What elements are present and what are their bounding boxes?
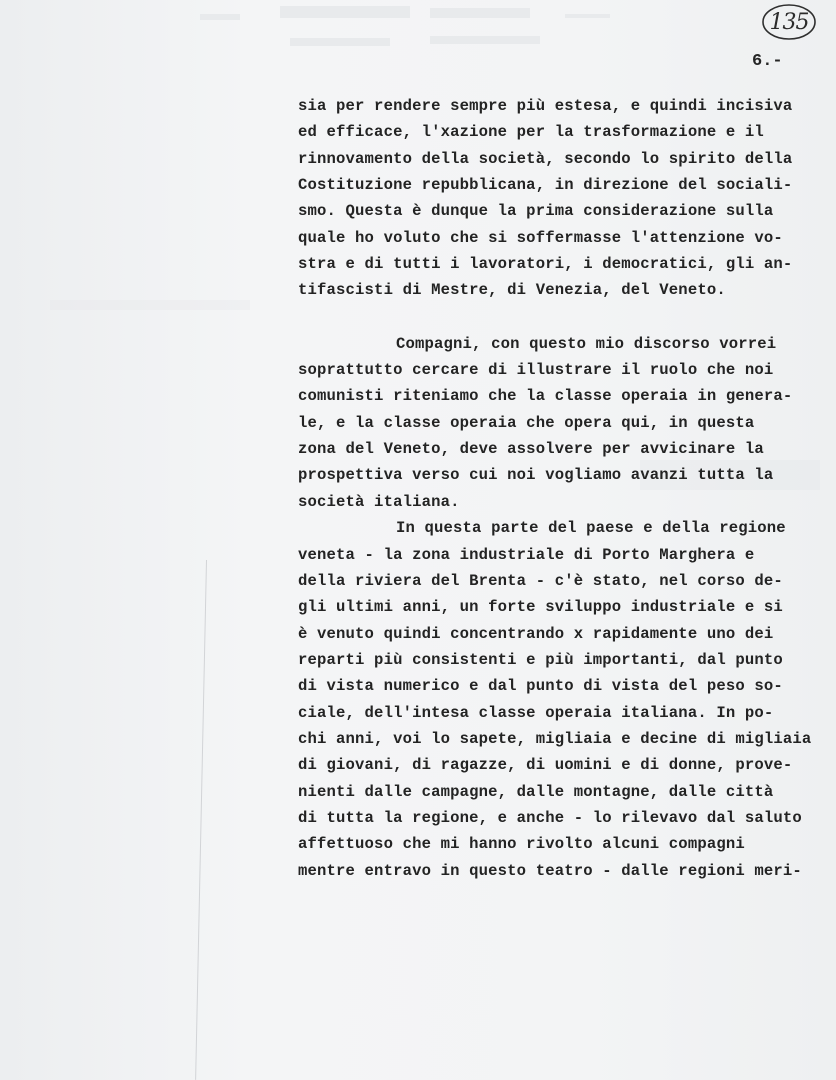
text-line: zona del Veneto, deve assolvere per avvicinare la [298, 440, 764, 459]
text-line: veneta - la zona industriale di Porto Marghera e [298, 545, 755, 564]
text-line: le, e la classe operaia che opera qui, in questa [298, 413, 755, 432]
text-line: ciale, dell'intesa classe operaia italiana. In po- [298, 703, 774, 722]
text-line: rinnovamento della società, secondo lo spirito della [298, 149, 793, 168]
text-line: società italiana. [298, 492, 460, 511]
text-line: quale ho voluto che si soffermasse l'attenzione vo- [298, 228, 783, 247]
text-line: chi anni, voi lo sapete, migliaia e decine di migliaia [298, 729, 812, 748]
bleed-through-mark [50, 300, 250, 310]
bleed-through-mark [290, 38, 390, 46]
text-line: della riviera del Brenta - c'è stato, nel corso de- [298, 571, 783, 590]
text-line: ed efficace, l'xazione per la trasformazione e il [298, 123, 764, 142]
page-number: 6.- [752, 52, 783, 71]
text-line: affettuoso che mi hanno rivolto alcuni compagni [298, 835, 745, 854]
paragraph-3 [298, 515, 828, 884]
text-line: prospettiva verso cui noi vogliamo avanzi tutta la [298, 466, 774, 485]
text-line: gli ultimi anni, un forte sviluppo industriale e si [298, 598, 783, 617]
bleed-through-mark [565, 14, 610, 18]
text-line: nienti dalle campagne, dalle montagne, dalle città [298, 782, 774, 801]
text-line: comunisti riteniamo che la classe operaia in genera- [298, 387, 793, 406]
bleed-through-mark [430, 36, 540, 44]
text-line: è venuto quindi concentrando x rapidamente uno dei [298, 624, 774, 643]
bleed-through-mark [430, 8, 530, 18]
text-line: Costituzione repubblicana, in direzione del sociali- [298, 176, 793, 195]
text-line: sia per rendere sempre più estesa, e quindi incisiva [298, 97, 793, 115]
text-line: tifascisti di Mestre, di Venezia, del Veneto. [298, 281, 726, 300]
archive-stamp [760, 2, 818, 42]
text-line: di tutta la regione, e anche - lo rilevavo dal saluto [298, 808, 802, 827]
body-text [298, 93, 828, 884]
paper-fold [195, 560, 207, 1080]
text-line: In questa parte del paese e della regione [396, 519, 786, 538]
text-line: soprattutto cercare di illustrare il ruolo che noi [298, 361, 774, 380]
paragraph-1 [298, 93, 828, 304]
text-line: di giovani, di ragazze, di uomini e di donne, prove- [298, 756, 793, 775]
text-line: stra e di tutti i lavoratori, i democratici, gli an- [298, 255, 793, 274]
text-line: smo. Questa è dunque la prima considerazione sulla [298, 202, 774, 221]
text-line: mentre entravo in questo teatro - dalle regioni meri- [298, 861, 802, 880]
text-line: Compagni, con questo mio discorso vorrei [396, 334, 777, 353]
stamp-number: 135 [769, 9, 809, 35]
text-line: reparti più consistenti e più importanti, dal punto [298, 650, 783, 669]
text-line: di vista numerico e dal punto di vista del peso so- [298, 677, 783, 696]
bleed-through-mark [200, 14, 240, 20]
paragraph-2 [298, 331, 828, 515]
bleed-through-mark [280, 6, 410, 18]
